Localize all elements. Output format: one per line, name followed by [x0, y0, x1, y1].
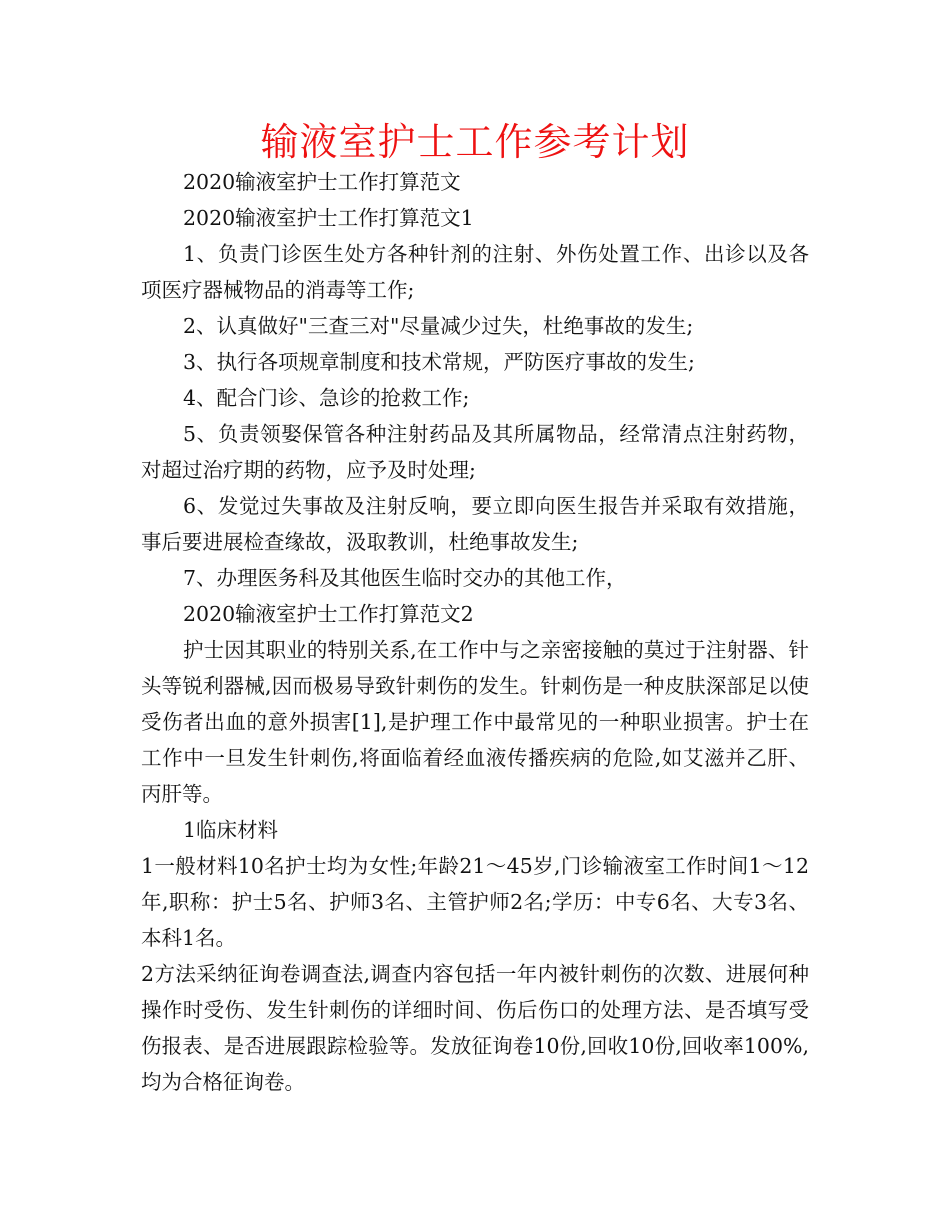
paragraph: 3、执行各项规章制度和技术常规，严防医疗事故的发生; — [183, 350, 695, 374]
paragraph: 1一般材料10名护士均为女性;年龄21～45岁,门诊输液室工作时间1～12年,职称：护士5名、护师3名、主管护师2名;学历：中专6名、大专3名、本科1名。 — [141, 854, 809, 950]
paragraph: 2020输液室护士工作打算范文2 — [183, 602, 474, 626]
paragraph: 2020输液室护士工作打算范文1 — [183, 206, 474, 230]
paragraph: 2020输液室护士工作打算范文 — [183, 170, 461, 194]
paragraph: 1临床材料 — [183, 818, 279, 842]
document-body — [141, 164, 809, 1100]
paragraph: 4、配合门诊、急诊的抢救工作; — [183, 386, 470, 410]
paragraph: 6、发觉过失事故及注射反响，要立即向医生报告并采取有效措施，事后要进展检查缘故，汲取教训，杜绝事故发生; — [141, 494, 809, 554]
paragraph: 2方法采纳征询卷调查法,调查内容包括一年内被针刺伤的次数、进展何种操作时受伤、发生针刺伤的详细时间、伤后伤口的处理方法、是否填写受伤报表、是否进展跟踪检验等。发放征询卷10份,回收10份,回收率100%,均为合格征询卷。 — [141, 962, 809, 1094]
paragraph: 护士因其职业的特别关系,在工作中与之亲密接触的莫过于注射器、针头等锐利器械,因而极易导致针刺伤的发生。针刺伤是一种皮肤深部足以使受伤者出血的意外损害[1],是护理工作中最常见的一种职业损害。护士在工作中一旦发生针刺伤,将面临着经血液传播疾病的危险,如艾滋并乙肝、丙肝等。 — [141, 638, 809, 806]
document-title: 输液室护士工作参考计划 — [260, 120, 690, 164]
paragraph: 5、负责领娶保管各种注射药品及其所属物品，经常清点注射药物，对超过治疗期的药物，应予及时处理; — [141, 422, 809, 482]
paragraph: 7、办理医务科及其他医生临时交办的其他工作， — [183, 566, 627, 590]
paragraph: 2、认真做好"三查三对"尽量减少过失，杜绝事故的发生; — [183, 314, 694, 338]
paragraph: 1、负责门诊医生处方各种针剂的注射、外伤处置工作、出诊以及各项医疗器械物品的消毒等工作; — [141, 242, 809, 302]
